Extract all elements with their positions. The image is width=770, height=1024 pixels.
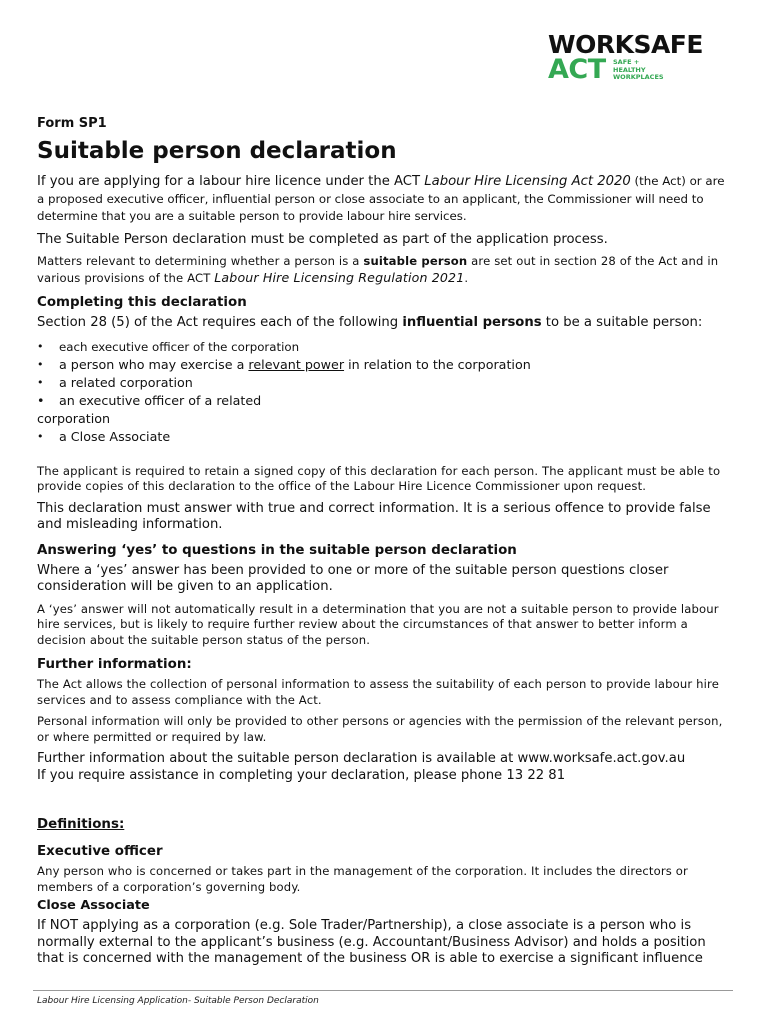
logo-worksafe-text: WORKSAFE — [548, 30, 703, 59]
footer-divider — [33, 990, 733, 991]
close-associate-definition: If NOT applying as a corporation (e.g. Sole Trader/Partnership), a close associate is a person who is normally external to the applicant’s business (e.g. Accountant/Business Advisor) and holds a position that is concerned with the management of the business OR is able to exercise a significant influence — [37, 918, 706, 966]
retain-copy-paragraph: The applicant is required to retain a signed copy of this declaration for each person. The applicant must be able to provide copies of this declaration to the office of the Labour Hire Licence Commissioner upon request. — [37, 463, 721, 493]
intro-paragraph-2: The Suitable Person declaration must be completed as part of the application process. — [37, 231, 608, 247]
definitions-heading: Definitions: — [37, 817, 125, 832]
logo-tagline-1: SAFE + — [613, 58, 640, 66]
relevant-power-link-text: relevant power — [248, 356, 345, 372]
completing-heading: Completing this declaration — [37, 295, 247, 310]
logo-tagline — [613, 59, 664, 82]
page-footer: Labour Hire Licensing Application- Suitable Person Declaration — [37, 996, 319, 1006]
list-item: • a Close Associate — [37, 428, 171, 444]
page-title: Suitable person declaration — [37, 138, 397, 164]
intro-paragraph-1: If you are applying for a labour hire licence under the ACT Labour Hire Licensing Act 2020 (the Act) or are a proposed executive officer, influential person or close associate to an applicant, the Commissioner will need to determine that you are a suitable person to provide labour hire services. — [37, 174, 725, 223]
influential-persons-term: influential persons — [402, 315, 542, 330]
close-associate-heading: Close Associate — [37, 898, 150, 913]
logo-tagline-3: WORKPLACES — [613, 73, 664, 81]
intro-paragraph-3: Matters relevant to determining whether a person is a suitable person are set out in section 28 of the Act and in various provisions of the ACT Labour Hire Licensing Regulation 2021. — [37, 254, 719, 285]
document-body — [37, 116, 727, 974]
executive-officer-heading: Executive officer — [37, 844, 163, 859]
logo-act-text: ACT — [548, 54, 606, 85]
further-paragraph-3-line-1: Further information about the suitable person declaration is available at www.worksafe.act.gov.au — [37, 751, 686, 766]
answering-heading: Answering ‘yes’ to questions in the suitable person declaration — [37, 542, 517, 558]
completing-paragraph: Section 28 (5) of the Act requires each of the following influential persons to be a suitable person: — [37, 315, 703, 330]
logo-tagline-2: HEALTHY — [613, 65, 646, 74]
further-paragraph-2: Personal information will only be provided to other persons or agencies with the permission of the relevant person, or where permitted or required by law. — [37, 714, 723, 744]
form-number: Form SP1 — [37, 116, 107, 131]
true-information-paragraph: This declaration must answer with true and correct information. It is a serious offence to provide false and misleading information. — [37, 500, 711, 532]
list-item: • an executive officer of a related corporation — [37, 392, 262, 426]
answering-paragraph-1: Where a ‘yes’ answer has been provided to one or more of the suitable person questions closer consideration will be given to an application. — [37, 562, 669, 594]
list-item: • a related corporation — [37, 374, 193, 390]
suitable-person-term: suitable person — [363, 254, 468, 268]
answering-paragraph-2: A ‘yes’ answer will not automatically result in a determination that you are not a suitable person to provide labour hire services, but is likely to require further review about the circumstances of that answer to better inform a decision about the suitable person status of the person. — [37, 601, 719, 647]
further-information-heading: Further information: — [37, 657, 192, 672]
influential-persons-list — [37, 338, 727, 446]
list-item: • a person who may exercise a relevant power in relation to the corporation — [37, 356, 531, 372]
executive-officer-definition: Any person who is concerned or takes part in the management of the corporation. It includes the directors or members of a corporation’s governing body. — [37, 864, 688, 894]
act-name: Labour Hire Licensing Act 2020 — [424, 174, 631, 189]
list-item: • each executive officer of the corporation — [37, 339, 300, 354]
further-paragraph-3-line-2: If you require assistance in completing your declaration, please phone 13 22 81 — [37, 767, 566, 783]
regulation-name: Labour Hire Licensing Regulation 2021 — [214, 269, 465, 285]
worksafe-act-logo — [548, 32, 728, 84]
further-paragraph-1: The Act allows the collection of personal information to assess the suitability of each person to provide labour hire services and to assess compliance with the Act. — [37, 677, 719, 707]
